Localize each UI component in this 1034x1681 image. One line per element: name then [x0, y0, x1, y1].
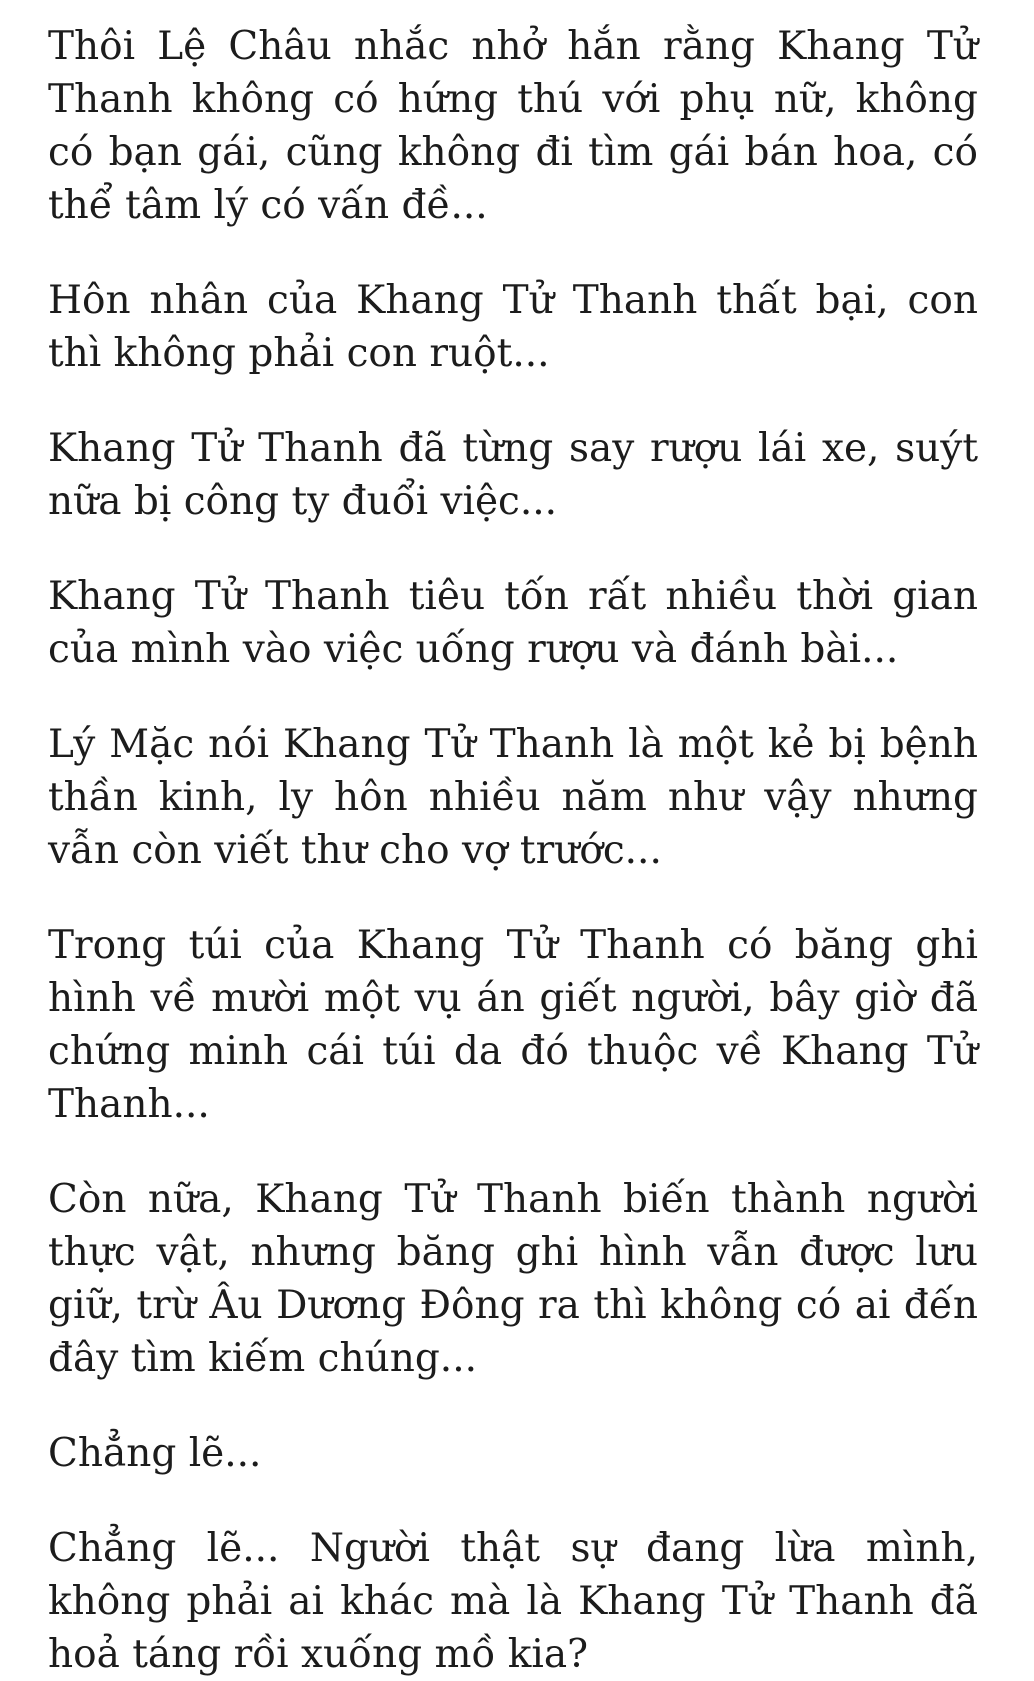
paragraph-4: Khang Tử Thanh tiêu tốn rất nhiều thời gian của mình vào việc uống rượu và đánh bài...: [48, 574, 978, 672]
paragraph-7: Còn nữa, Khang Tử Thanh biến thành người thực vật, nhưng băng ghi hình vẫn được lưu giữ, trừ Âu Dương Đông ra thì không có ai đến đây tìm kiếm chúng...: [48, 1177, 978, 1381]
reader-text-body: [48, 20, 978, 1681]
paragraph-2: Hôn nhân của Khang Tử Thanh thất bại, con thì không phải con ruột...: [48, 278, 978, 376]
paragraph-6: Trong túi của Khang Tử Thanh có băng ghi hình về mười một vụ án giết người, bây giờ đã chứng minh cái túi da đó thuộc về Khang Tử Thanh...: [48, 923, 978, 1127]
paragraph-9: Chẳng lẽ... Người thật sự đang lừa mình, không phải ai khác mà là Khang Tử Thanh đã hoả táng rồi xuống mồ kia?: [48, 1526, 978, 1677]
paragraph-1: Thôi Lệ Châu nhắc nhở hắn rằng Khang Tử Thanh không có hứng thú với phụ nữ, không có bạn gái, cũng không đi tìm gái bán hoa, có thể tâm lý có vấn đề...: [48, 24, 978, 228]
paragraph-5: Lý Mặc nói Khang Tử Thanh là một kẻ bị bệnh thần kinh, ly hôn nhiều năm như vậy nhưng vẫn còn viết thư cho vợ trước...: [48, 722, 978, 873]
paragraph-3: Khang Tử Thanh đã từng say rượu lái xe, suýt nữa bị công ty đuổi việc...: [48, 426, 978, 524]
paragraph-8: Chẳng lẽ...: [48, 1431, 262, 1476]
